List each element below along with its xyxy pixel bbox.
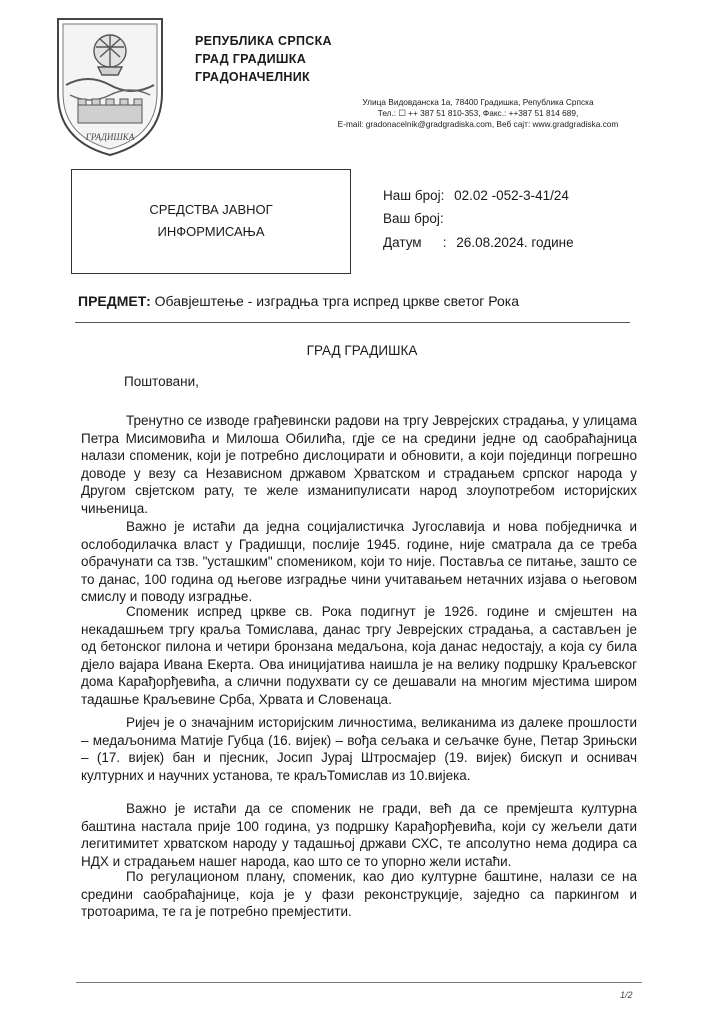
contact-email: E-mail: gradonacelnik@gradgradiska.com, Веб сајт: www.gradgradiska.com (337, 119, 619, 129)
body-paragraph: Споменик испред цркве св. Рока подигнут је 1926. године и смјештен на некадашњем тргу краља Томислава, данас тргу Јеврејских страдања, а састављен је од бетонског пилона и четири бронзана медаљона, која данас недостају, а која су била дјело вајара Ивана Екерта. Ова иницијатива наишла је на велику подршку Краљевског дома Карађорђевића, а слични подухвати су се дешавали на многим мјестима широм тадашње Краљевине Срба, Хрвата и Словенаца. (81, 604, 637, 707)
body-paragraph: Важно је истаћи да једна социјалистичка Југославија и нова побједничка и ослободилачка власт у Градишци, послије 1945. године, није сматрала да се треба обрачунати са тзв. "усташким" спомеником, који то није. Поставља се питање, зашто се то данас, 100 година од његове изградње чини учитавањем нетачних изјава о његовом смислу и поводу изградње. (81, 519, 637, 604)
our-reference-label: Наш број: (383, 188, 445, 203)
date-label: Датум (383, 235, 422, 250)
org-city: ГРАД ГРАДИШКА (195, 52, 307, 66)
subject-text: Обавјештење - изградња трга испред цркве светог Рока (150, 293, 520, 309)
subject-divider (75, 322, 630, 323)
body-paragraph: Тренутно се изводе грађевински радови на тргу Јеврејских страдања, у улицама Петра Мисимовића и Милоша Обилића, гдје се на средини једне од саобраћајница налази споменик, који је потребно дислоцирати и обновити, а који појединци погрешно доводе у везу са Независном државом Хрватском и страдањем српског народа у Другом свјетском рату, те желе изманипулисати народ злоупотребом историјских чињеница. (81, 413, 637, 516)
your-reference (383, 211, 444, 226)
footer-divider (76, 982, 642, 983)
contact-address: Улица Видовданска 1а, 78400 Градишка, Република Српска (362, 97, 594, 107)
org-mayor: ГРАДОНАЧЕЛНИК (195, 70, 310, 84)
your-reference-label: Ваш број: (383, 211, 444, 226)
greeting: Поштовани, (124, 374, 199, 389)
body-paragraph: Важно је истаћи да се споменик не гради, већ да се премјешта културна баштина настала прије 100 година, уз подршку Карађорђевића, који су жељели дати легитимитет хрватском народу у тадашњој држави СХС, те апсолутно нема додира са НДХ и страдањем нашег народа, као што се то упорно жели истаћи. (81, 801, 637, 869)
date-separator: : (442, 235, 447, 250)
date-value: 26.08.2024. године (456, 235, 574, 250)
subject-line (78, 293, 519, 309)
page-number: 1/2 (620, 990, 633, 1000)
recipient-line-2: ИНФОРМИСАЊА (157, 224, 265, 239)
document-date (383, 235, 574, 250)
body-paragraph: Ријеч је о значајним историјским личностима, великанима из далеке прошлости – медаљонима Матије Губца (16. вијек) – вођа сељака и сељачке буне, Петар Зрињски – (17. вијек) бан и пјесник, Јосип Јурај Штросмајер (19. вијек) бискуп и оснивач културних и научних установа, те краљТомислав из 10.вијека. (81, 715, 637, 783)
subject-label: ПРЕДМЕТ: (78, 293, 151, 309)
city-crest-logo (52, 13, 168, 159)
center-heading: ГРАД ГРАДИШКА (306, 343, 418, 358)
our-reference-value: 02.02 -052-3-41/24 (454, 188, 569, 203)
crest-label: ГРАДИШКА (85, 132, 135, 142)
org-republic: РЕПУБЛИКА СРПСКА (195, 34, 332, 48)
contact-phone: Тел.: ☐ ++ 387 51 810-353, Факс.: ++387 51 814 689, (377, 108, 579, 118)
tree-emblem-icon (94, 35, 126, 75)
our-reference (383, 188, 569, 203)
body-paragraph: По регулационом плану, споменик, као дио културне баштине, налази се на средини саобраћајнице, која је у фази реконструкције, заједно са паркингом и тротоарима, те га је потребно премјестити. (81, 869, 637, 919)
recipient-box (71, 169, 351, 274)
recipient-line-1: СРЕДСТВА ЈАВНОГ (149, 202, 273, 217)
